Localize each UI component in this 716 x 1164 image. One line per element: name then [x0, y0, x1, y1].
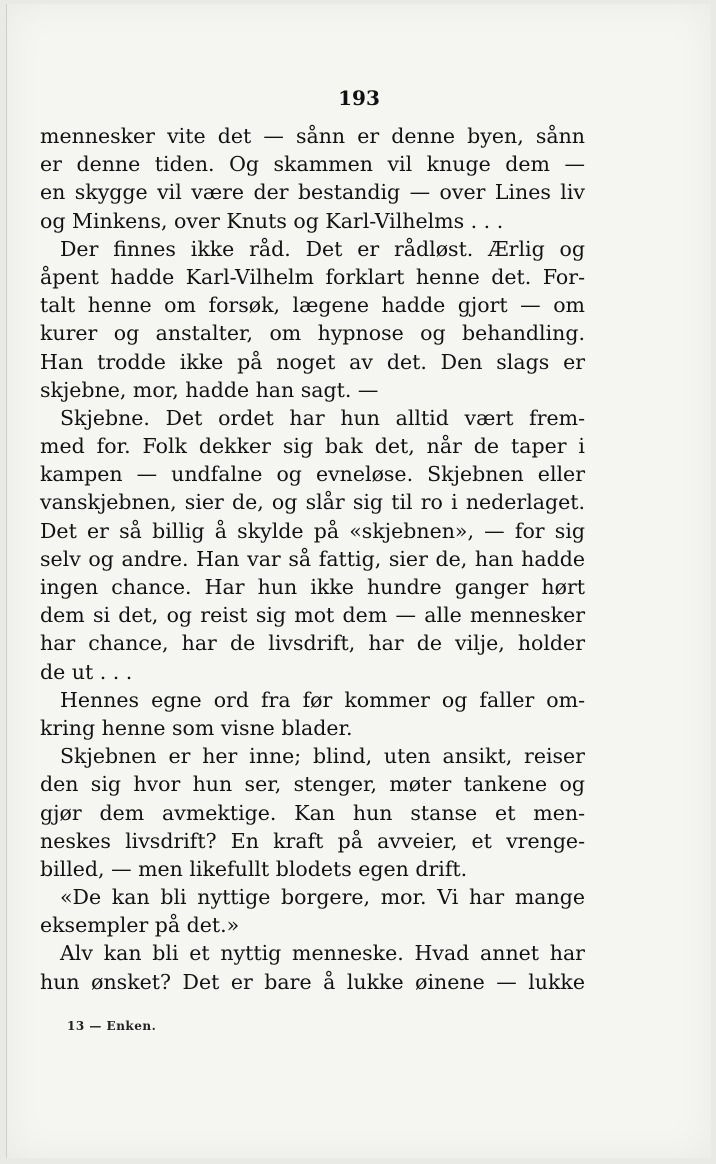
text-line: Hennes egne ord fra før kommer og faller om-	[60, 687, 585, 712]
text-line: og Minkens, over Knuts og Karl-Vilhelms . . .	[40, 208, 504, 233]
text-line: med for. Folk dekker sig bak det, når de taper i	[40, 434, 585, 459]
book-page	[6, 4, 711, 1158]
text-line: vanskjebnen, sier de, og slår sig til ro i nederlaget.	[40, 490, 585, 515]
text-line: ingen chance. Har hun ikke hundre ganger hørt	[40, 575, 585, 599]
text-line: Der finnes ikke råd. Det er rådløst. Ærlig og	[60, 236, 585, 261]
text-line: dem si det, og reist sig mot dem — alle mennesker	[40, 603, 585, 628]
text-line: Skjebne. Det ordet har hun alltid vært frem-	[60, 405, 585, 430]
text-line: mennesker vite det — sånn er denne byen, sånn	[40, 124, 585, 148]
text-line: Skjebnen er her inne; blind, uten ansikt, reiser	[60, 744, 585, 769]
text-line: Han trodde ikke på noget av det. Den slags er	[40, 349, 585, 374]
text-line: har chance, har de livsdrift, har de vilje, holder	[40, 631, 585, 656]
text-line: den sig hvor hun ser, stenger, møter tankene og	[40, 772, 585, 797]
text-line: kurer og anstalter, om hypnose og behandling.	[40, 321, 585, 346]
text-line: Alv kan bli et nyttig menneske. Hvad annet har	[60, 941, 585, 966]
text-line: neskes livsdrift? En kraft på avveier, et vrenge-	[40, 828, 585, 853]
text-line: eksempler på det.»	[40, 913, 240, 938]
text-line: en skygge vil være der bestandig — over Lines liv	[40, 180, 585, 205]
text-line: gjør dem avmektige. Kan hun stanse et men-	[40, 800, 585, 825]
printer-signature: 13 — Enken.	[67, 1019, 157, 1033]
text-line: selv og andre. Han var så fattig, sier de, han hadde	[40, 546, 585, 571]
text-line: skjebne, mor, hadde han sagt. —	[40, 377, 379, 402]
text-line: er denne tiden. Og skammen vil knuge dem —	[40, 152, 585, 177]
text-line: Det er så billig å skylde på «skjebnen», — for sig	[40, 518, 585, 543]
text-line: «De kan bli nyttige borgere, mor. Vi har mange	[60, 885, 585, 910]
text-line: talt henne om forsøk, lægene hadde gjort — om	[40, 293, 585, 318]
text-line: de ut . . .	[40, 659, 133, 684]
body-text	[40, 122, 585, 996]
text-line: hun ønsket? Det er bare å lukke øinene — lukke	[40, 969, 585, 994]
text-line: kampen — undfalne og evneløse. Skjebnen eller	[40, 462, 585, 487]
page-number: 193	[338, 86, 380, 110]
text-line: billed, — men likefullt blodets egen drift.	[40, 856, 468, 881]
text-line: åpent hadde Karl-Vilhelm forklart henne det. For-	[40, 264, 585, 289]
text-line: kring henne som visne blader.	[40, 715, 353, 740]
